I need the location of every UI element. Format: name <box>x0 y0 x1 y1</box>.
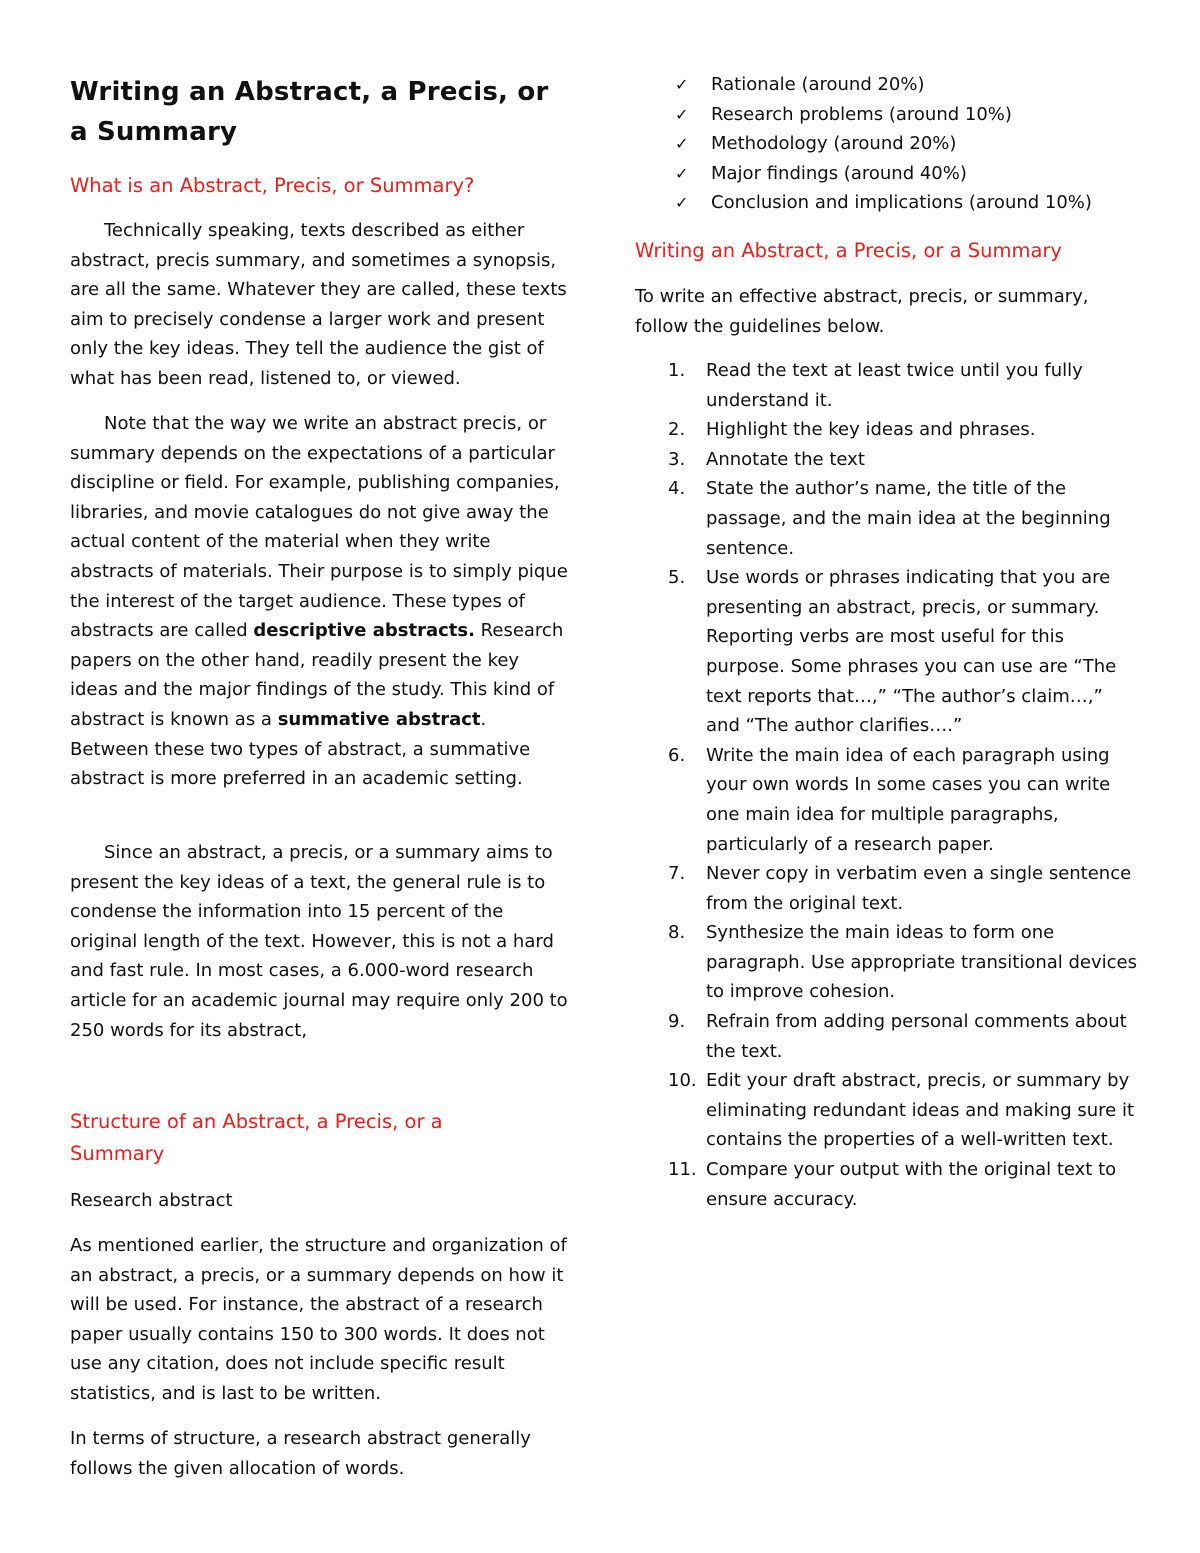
guideline-item: 10. Edit your draft abstract, precis, or summary by eliminating redundant ideas and making sure it contains the properties of a well-written text. <box>668 1070 1135 1151</box>
paragraph-length-rule <box>70 838 570 1045</box>
paragraph-types-text-a: Note that the way we write an abstract precis, or summary depends on the expectations of a particular discipline or field. For example, publishing companies, libraries, and movie catalogues do not give away the actual content of the material when they write abstracts of materials. Their purpose is to simply pique the interest of the target audience. These types of abstracts are called <box>70 413 568 642</box>
guideline-item: 2. Highlight the key ideas and phrases. <box>668 419 1036 441</box>
word-allocation-checklist <box>675 70 1145 218</box>
paragraph-guidelines-intro: To write an effective abstract, precis, or summary, follow the guidelines below. <box>635 286 1089 337</box>
term-descriptive-abstracts: descriptive abstracts. <box>253 620 475 642</box>
guidelines-list <box>668 356 1138 1214</box>
paragraph-definition-text: Technically speaking, texts described as either abstract, precis summary, and sometimes a synopsis, are all the same. Whatever they are called, these texts aim to precisely condense a larger work and present only the key ideas. They tell the audience the gist of what has been read, listened to, or viewed. <box>70 220 567 389</box>
document-title: Writing an Abstract, a Precis, or a Summary <box>70 77 549 147</box>
guideline-item: 3. Annotate the text <box>668 448 865 470</box>
checklist-item: ✓ Methodology (around 20%) <box>675 129 1145 159</box>
checkmark-icon: ✓ <box>675 75 689 94</box>
term-summative-abstract: summative abstract <box>277 708 481 730</box>
subheading-research-abstract: Research abstract <box>70 1190 233 1211</box>
paragraph-allocation: In terms of structure, a research abstract generally follows the given allocation of words. <box>70 1428 531 1479</box>
checklist-item: ✓ Rationale (around 20%) <box>675 70 1145 100</box>
section-heading-structure: Structure of an Abstract, a Precis, or a Summary <box>70 1110 443 1165</box>
paragraph-types-text-c: Research papers on the other hand, readily present the key ideas and the major findings of the study. This kind of abstract is known as a <box>70 620 564 730</box>
paragraph-definition <box>70 216 570 394</box>
checklist-item: ✓ Conclusion and implications (around 10%) <box>675 188 1145 218</box>
checkmark-icon: ✓ <box>675 163 689 183</box>
guideline-item: 6. Write the main idea of each paragraph using your own words In some cases you can write one main idea for multiple paragraphs, particularly of a research paper. <box>668 744 1111 855</box>
guideline-item: 4. State the author’s name, the title of the passage, and the main idea at the beginning sentence. <box>668 478 1111 559</box>
guideline-item: 11. Compare your output with the original text to ensure accuracy. <box>668 1159 1117 1210</box>
guideline-item: 7. Never copy in verbatim even a single sentence from the original text. <box>668 863 1132 914</box>
paragraph-types <box>70 409 570 794</box>
checklist-item: ✓ Research problems (around 10%) <box>675 100 1145 130</box>
checklist-item: ✓ Major findings (around 40%) <box>675 159 1145 189</box>
paragraph-length-rule-text: Since an abstract, a precis, or a summary aims to present the key ideas of a text, the general rule is to condense the information into 15 percent of the original length of the text. However, this is not a hard and fast rule. In most cases, a 6.000-word research article for an academic journal may require only 200 to 250 words for its abstract, <box>70 842 568 1041</box>
paragraph-types-text-e: . Between these two types of abstract, a summative abstract is more preferred in an academic setting. <box>70 708 531 790</box>
guideline-item: 8. Synthesize the main ideas to form one paragraph. Use appropriate transitional devices to improve cohesion. <box>668 922 1137 1003</box>
checkmark-icon: ✓ <box>675 134 689 154</box>
guideline-item: 9. Refrain from adding personal comments about the text. <box>668 1011 1127 1062</box>
checkmark-icon: ✓ <box>675 104 689 124</box>
checkmark-icon: ✓ <box>675 193 689 213</box>
guideline-item: 5. Use words or phrases indicating that you are presenting an abstract, precis, or summary. Reporting verbs are most useful for this purpose. Some phrases you can use are “The text reports that…,” “The author’s claim…,” and “The author clarifies….” <box>668 567 1117 737</box>
paragraph-structure: As mentioned earlier, the structure and organization of an abstract, a precis, or a summary depends on how it will be used. For instance, the abstract of a research paper usually contains 150 to 300 words. It does not use any citation, does not include specific result statistics, and is last to be written. <box>70 1235 567 1404</box>
guideline-item: 1. Read the text at least twice until you fully understand it. <box>668 360 1083 411</box>
section-heading-what-is: What is an Abstract, Precis, or Summary? <box>70 174 475 197</box>
section-heading-writing: Writing an Abstract, a Precis, or a Summary <box>635 239 1062 262</box>
